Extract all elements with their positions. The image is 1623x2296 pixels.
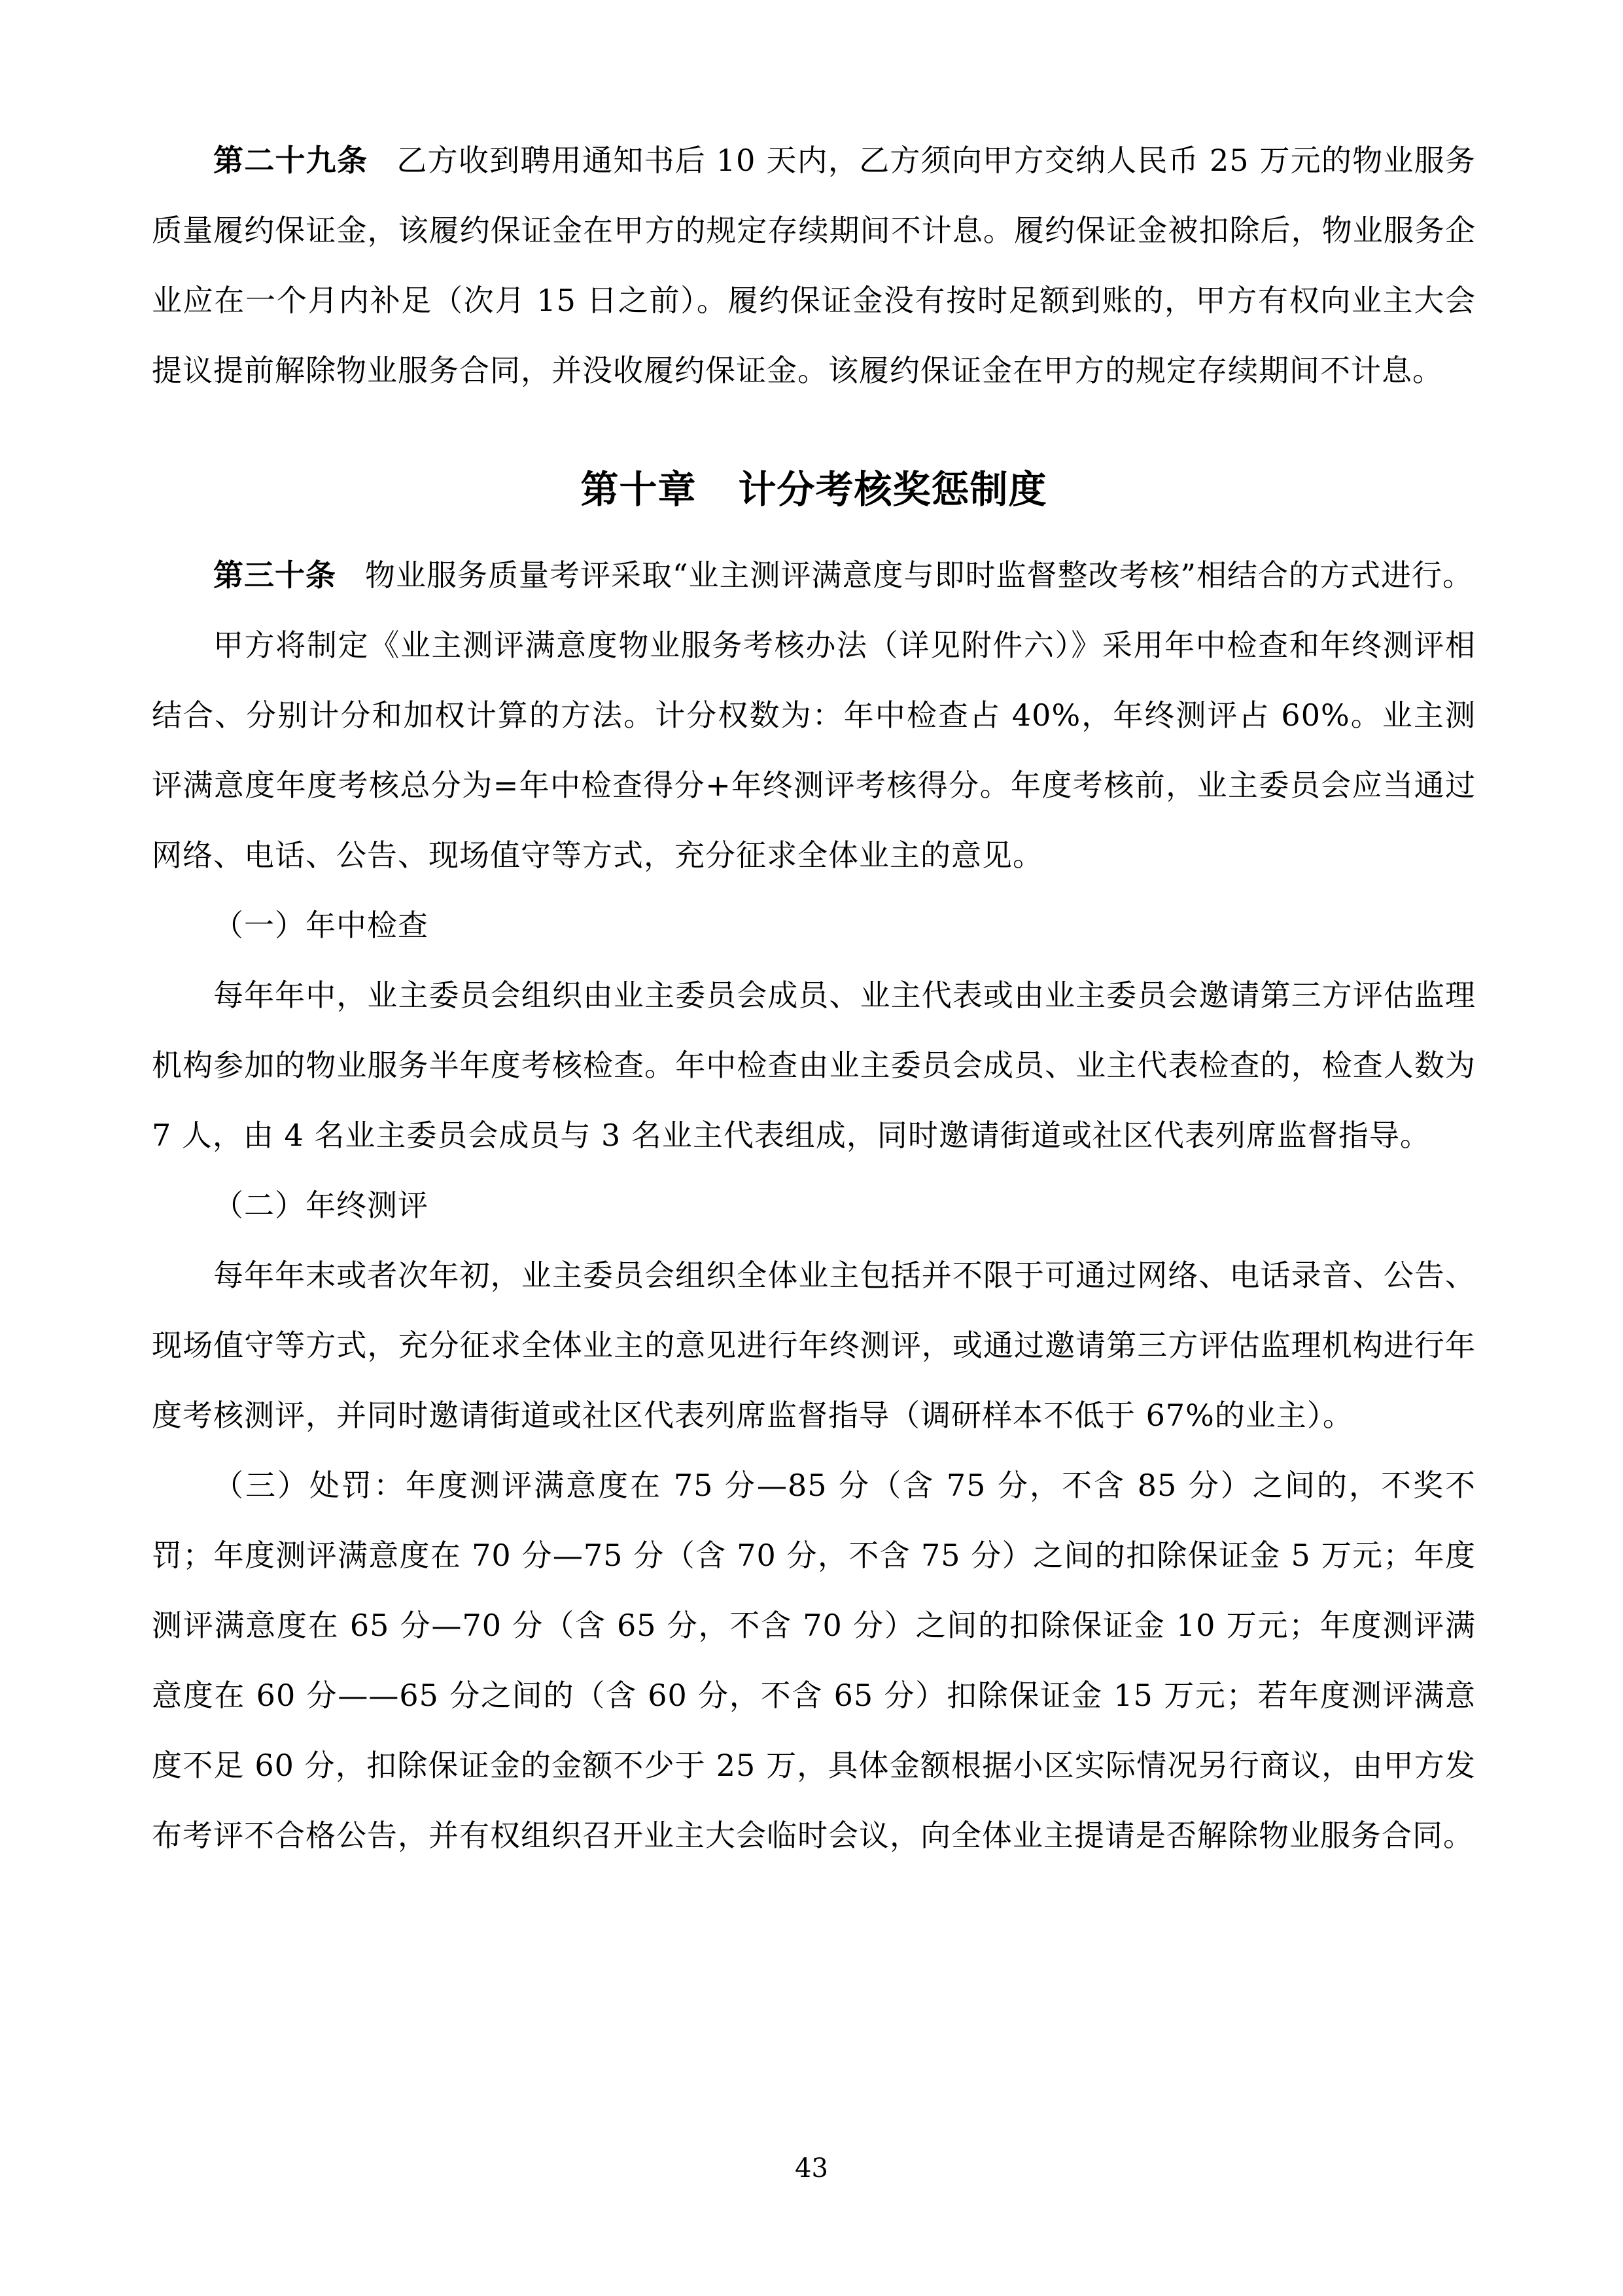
- item-2-heading: （二）年终测评: [213, 1188, 428, 1223]
- page-number: 43: [795, 2153, 828, 2183]
- item-3-body: （三）处罚：年度测评满意度在 75 分—85 分（含 75 分，不含 85 分）之间的，不奖不罚；年度测评满意度在 70 分—75 分（含 70 分，不含 75 分）之间的扣除保证金 5 万元；年度测评满意度在 65 分—70 分（含 65 分，不含 70 分）之间的扣除保证金 10 万元；年度测评满意度在 60 分——65 分之间的（含 60 分，不含 65 分）扣除保证金 15 万元；若年度测评满意度不足 60 分，扣除保证金的金额不少于 25 万，具体金额根据小区实际情况另行商议，由甲方发布考评不合格公告，并有权组织召开业主大会临时会议，向全体业主提请是否解除物业服务合同。: [152, 1468, 1476, 1853]
- article-30-text: 物业服务质量考评采取“业主测评满意度与即时监督整改考核”相结合的方式进行。: [365, 557, 1474, 593]
- chapter-heading: [152, 449, 1476, 530]
- paragraph-scoring-method: 甲方将制定《业主测评满意度物业服务考核办法（详见附件六）》采用年中检查和年终测评相结合、分别计分和加权计算的方法。计分权数为：年中检查占 40%，年终测评占 60%。业主测评满意度年度考核总分为=年中检查得分+年终测评考核得分。年度考核前，业主委员会应当通过网络、电话、公告、现场值守等方式，充分征求全体业主的意见。: [152, 627, 1476, 873]
- chapter-number: 第十章: [580, 467, 697, 512]
- article-30-number: 第三十条: [213, 557, 336, 593]
- chapter-title: 计分考核奖惩制度: [738, 467, 1047, 512]
- item-2-body: 每年年末或者次年初，业主委员会组织全体业主包括并不限于可通过网络、电话录音、公告、现场值守等方式，充分征求全体业主的意见进行年终测评，或通过邀请第三方评估监理机构进行年度考核测评，并同时邀请街道或社区代表列席监督指导（调研样本不低于 67%的业主）。: [152, 1258, 1476, 1433]
- paragraph-article-30: [152, 540, 1476, 610]
- article-29-number: 第二十九条: [213, 143, 368, 178]
- item-1-heading: （一）年中检查: [213, 908, 428, 943]
- item-1-body: 每年年中，业主委员会组织由业主委员会成员、业主代表或由业主委员会邀请第三方评估监理机构参加的物业服务半年度考核检查。年中检查由业主委员会成员、业主代表检查的，检查人数为 7 人，由 4 名业主委员会成员与 3 名业主代表组成，同时邀请街道或社区代表列席监督指导。: [152, 978, 1476, 1153]
- document-content: [152, 126, 1476, 1871]
- paragraph-article-29: [152, 126, 1476, 406]
- article-29-text: 乙方收到聘用通知书后 10 天内，乙方须向甲方交纳人民币 25 万元的物业服务质量履约保证金，该履约保证金在甲方的规定存续期间不计息。履约保证金被扣除后，物业服务企业应在一个月内补足（次月 15 日之前）。履约保证金没有按时足额到账的，甲方有权向业主大会提议提前解除物业服务合同，并没收履约保证金。该履约保证金在甲方的规定存续期间不计息。: [152, 143, 1476, 388]
